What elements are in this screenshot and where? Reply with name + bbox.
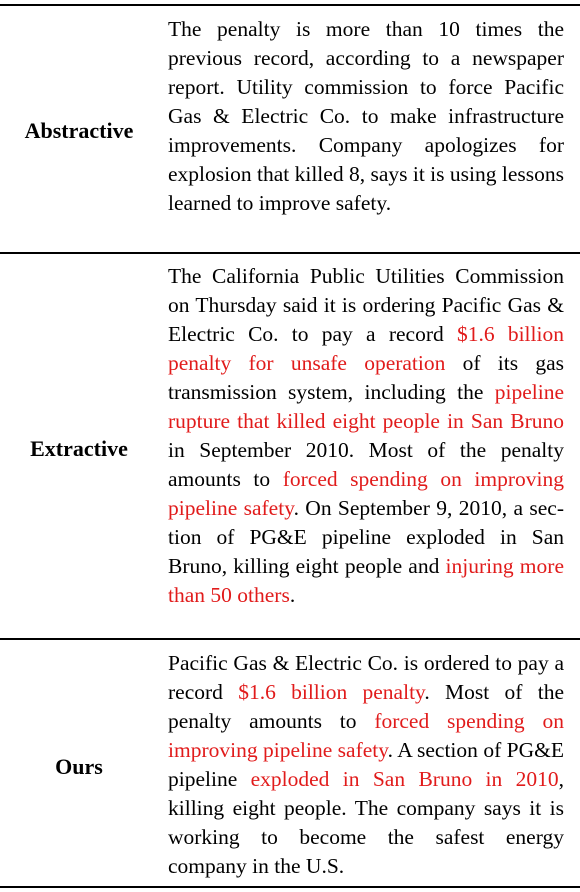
summary-segment: . On September 9, 2010, a section of PG&E pipeline exploded in San Bruno, killing eight people and [168,496,564,578]
summary-segment: Pacific Gas & Electric Co. is ordered to pay a record [168,651,564,704]
summary-segment: The penalty is more than 10 times the previous record, according to a newspaper report. Utility commission to force Pacific Gas & Electric Co. to make infrastructure improvements. Company apologizes for explosion that killed 8, says it is using lessons learned to improve safety. [168,17,564,215]
summary-segment: . Most of the penalty amounts to [168,680,565,733]
summary-segment: . A section of PG&E pipeline [168,738,564,791]
row-label-extractive: Extractive [30,436,128,461]
highlighted-segment: forced spending on improving pipeline safety [168,467,564,520]
highlighted-segment: exploded in San Bruno in 2010 [250,767,559,791]
table-top-rule [0,4,580,6]
summary-segment: in September 2010. Most of the penalty amounts to [168,438,564,491]
summary-segment: , killing eight people. The company says it is working to become the safest energy company in the U.S. [168,767,564,878]
highlighted-segment: forced spending on improving pipeline safety [168,709,564,762]
row-label-ours: Ours [55,754,103,779]
summary-segment: . [289,583,296,607]
summary-segment: of its gas transmission system, including the [168,351,565,404]
highlighted-segment: $1.6 billion penalty for unsafe operation [168,322,564,375]
summary-extractive [168,262,564,610]
summary-abstractive [168,15,564,218]
highlighted-segment: pipeline rupture that killed eight people in San Bruno [168,380,564,433]
summary-segment: The California Public Utilities Commission on Thursday said it is ordering Pacific Gas & Electric Co. to pay a record [168,264,564,346]
table-bottom-rule [0,886,580,888]
highlighted-segment: $1.6 billion penalty [238,680,425,704]
row-divider-2 [0,638,580,640]
highlighted-segment: injuring more than 50 others [168,554,564,607]
summary-ours [168,649,564,881]
row-label-abstractive: Abstractive [24,118,134,143]
row-divider-1 [0,252,580,254]
